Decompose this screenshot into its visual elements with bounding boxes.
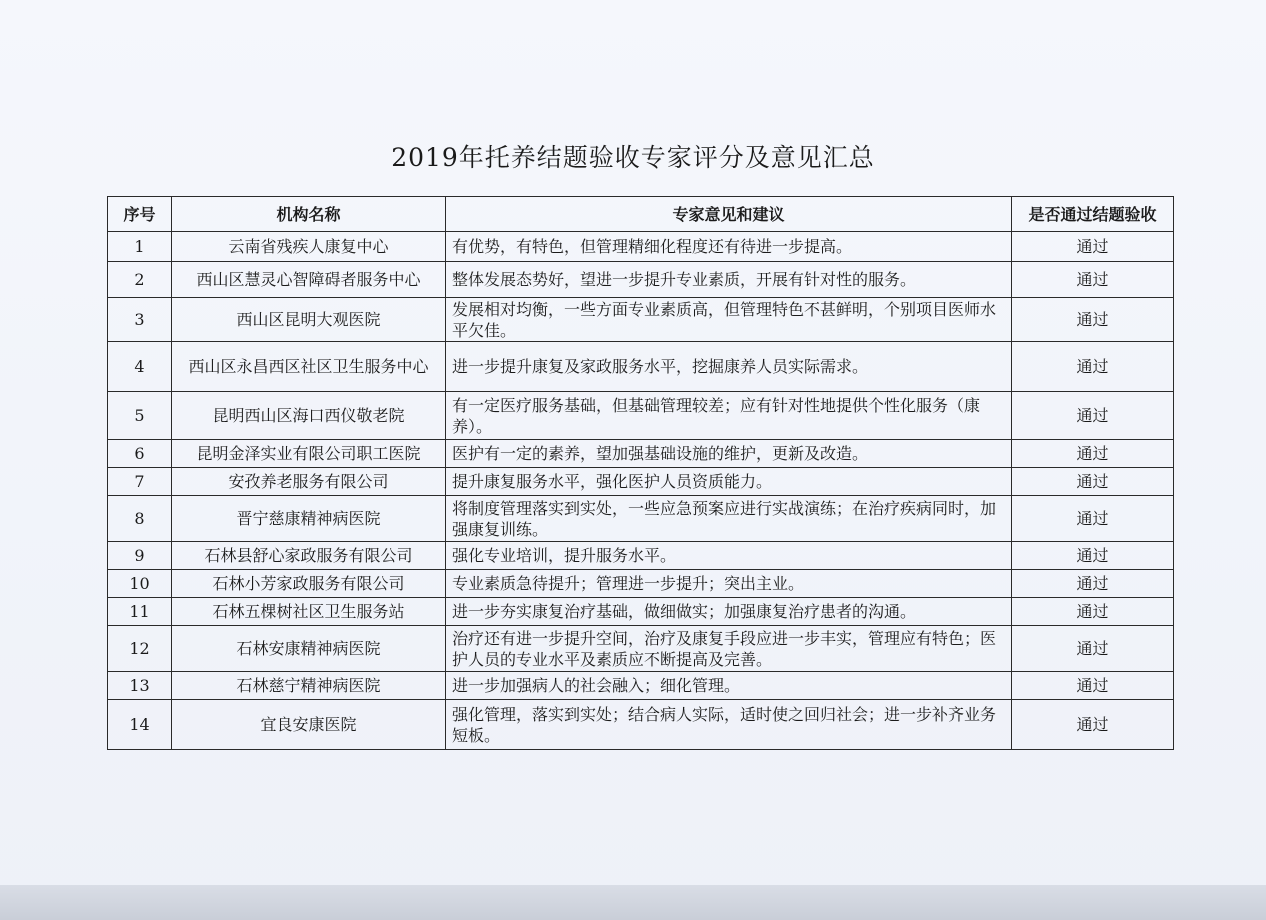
row-no: 2 [108, 262, 172, 298]
row-no: 6 [108, 440, 172, 468]
row-result: 通过 [1012, 598, 1174, 626]
row-org: 石林安康精神病医院 [172, 626, 446, 672]
table-row [108, 626, 1174, 672]
row-opinion: 进一步提升康复及家政服务水平，挖掘康养人员实际需求。 [446, 342, 1012, 392]
table-row [108, 570, 1174, 598]
row-no: 10 [108, 570, 172, 598]
table-row [108, 232, 1174, 262]
row-result: 通过 [1012, 440, 1174, 468]
row-no: 3 [108, 298, 172, 342]
row-opinion: 将制度管理落实到实处，一些应急预案应进行实战演练；在治疗疾病同时，加强康复训练。 [446, 496, 1012, 542]
row-org: 云南省残疾人康复中心 [172, 232, 446, 262]
row-result: 通过 [1012, 542, 1174, 570]
table-row [108, 392, 1174, 440]
row-result: 通过 [1012, 342, 1174, 392]
header-org: 机构名称 [172, 197, 446, 232]
row-result: 通过 [1012, 392, 1174, 440]
page-bottom-edge [0, 885, 1266, 920]
row-org: 西山区昆明大观医院 [172, 298, 446, 342]
table-row [108, 468, 1174, 496]
row-no: 7 [108, 468, 172, 496]
table-row [108, 496, 1174, 542]
row-org: 昆明西山区海口西仪敬老院 [172, 392, 446, 440]
document-title: 2019年托养结题验收专家评分及意见汇总 [391, 143, 875, 172]
row-no: 13 [108, 672, 172, 700]
row-result: 通过 [1012, 570, 1174, 598]
row-no: 4 [108, 342, 172, 392]
row-opinion: 专业素质急待提升；管理进一步提升；突出主业。 [446, 570, 1012, 598]
row-result: 通过 [1012, 672, 1174, 700]
row-opinion: 整体发展态势好，望进一步提升专业素质，开展有针对性的服务。 [446, 262, 1012, 298]
header-result: 是否通过结题验收 [1012, 197, 1174, 232]
row-org: 石林小芳家政服务有限公司 [172, 570, 446, 598]
row-opinion: 强化专业培训，提升服务水平。 [446, 542, 1012, 570]
row-no: 5 [108, 392, 172, 440]
table-row [108, 298, 1174, 342]
header-opinion: 专家意见和建议 [446, 197, 1012, 232]
header-no: 序号 [108, 197, 172, 232]
row-org: 西山区永昌西区社区卫生服务中心 [172, 342, 446, 392]
row-opinion: 医护有一定的素养，望加强基础设施的维护，更新及改造。 [446, 440, 1012, 468]
row-no: 11 [108, 598, 172, 626]
table-header-row [108, 197, 1174, 232]
table-row [108, 542, 1174, 570]
table-row [108, 342, 1174, 392]
row-org: 石林五棵树社区卫生服务站 [172, 598, 446, 626]
row-no: 9 [108, 542, 172, 570]
row-no: 8 [108, 496, 172, 542]
row-opinion: 治疗还有进一步提升空间，治疗及康复手段应进一步丰实，管理应有特色；医护人员的专业水平及素质应不断提高及完善。 [446, 626, 1012, 672]
row-org: 西山区慧灵心智障碍者服务中心 [172, 262, 446, 298]
table-row [108, 672, 1174, 700]
row-no: 14 [108, 700, 172, 750]
evaluation-table [107, 196, 1174, 750]
table-row [108, 262, 1174, 298]
row-org: 石林县舒心家政服务有限公司 [172, 542, 446, 570]
row-result: 通过 [1012, 262, 1174, 298]
row-org: 安孜养老服务有限公司 [172, 468, 446, 496]
row-opinion: 有一定医疗服务基础，但基础管理较差；应有针对性地提供个性化服务（康养）。 [446, 392, 1012, 440]
row-no: 1 [108, 232, 172, 262]
table-row [108, 440, 1174, 468]
row-opinion: 有优势，有特色，但管理精细化程度还有待进一步提高。 [446, 232, 1012, 262]
row-result: 通过 [1012, 298, 1174, 342]
row-result: 通过 [1012, 700, 1174, 750]
row-no: 12 [108, 626, 172, 672]
row-result: 通过 [1012, 468, 1174, 496]
row-result: 通过 [1012, 232, 1174, 262]
row-opinion: 强化管理，落实到实处；结合病人实际，适时使之回归社会；进一步补齐业务短板。 [446, 700, 1012, 750]
row-org: 晋宁慈康精神病医院 [172, 496, 446, 542]
table-row [108, 700, 1174, 750]
row-opinion: 提升康复服务水平，强化医护人员资质能力。 [446, 468, 1012, 496]
row-org: 昆明金泽实业有限公司职工医院 [172, 440, 446, 468]
row-opinion: 进一步加强病人的社会融入；细化管理。 [446, 672, 1012, 700]
row-result: 通过 [1012, 626, 1174, 672]
table-row [108, 598, 1174, 626]
row-org: 宜良安康医院 [172, 700, 446, 750]
row-result: 通过 [1012, 496, 1174, 542]
row-org: 石林慈宁精神病医院 [172, 672, 446, 700]
row-opinion: 进一步夯实康复治疗基础，做细做实；加强康复治疗患者的沟通。 [446, 598, 1012, 626]
row-opinion: 发展相对均衡，一些方面专业素质高，但管理特色不甚鲜明，个别项目医师水平欠佳。 [446, 298, 1012, 342]
